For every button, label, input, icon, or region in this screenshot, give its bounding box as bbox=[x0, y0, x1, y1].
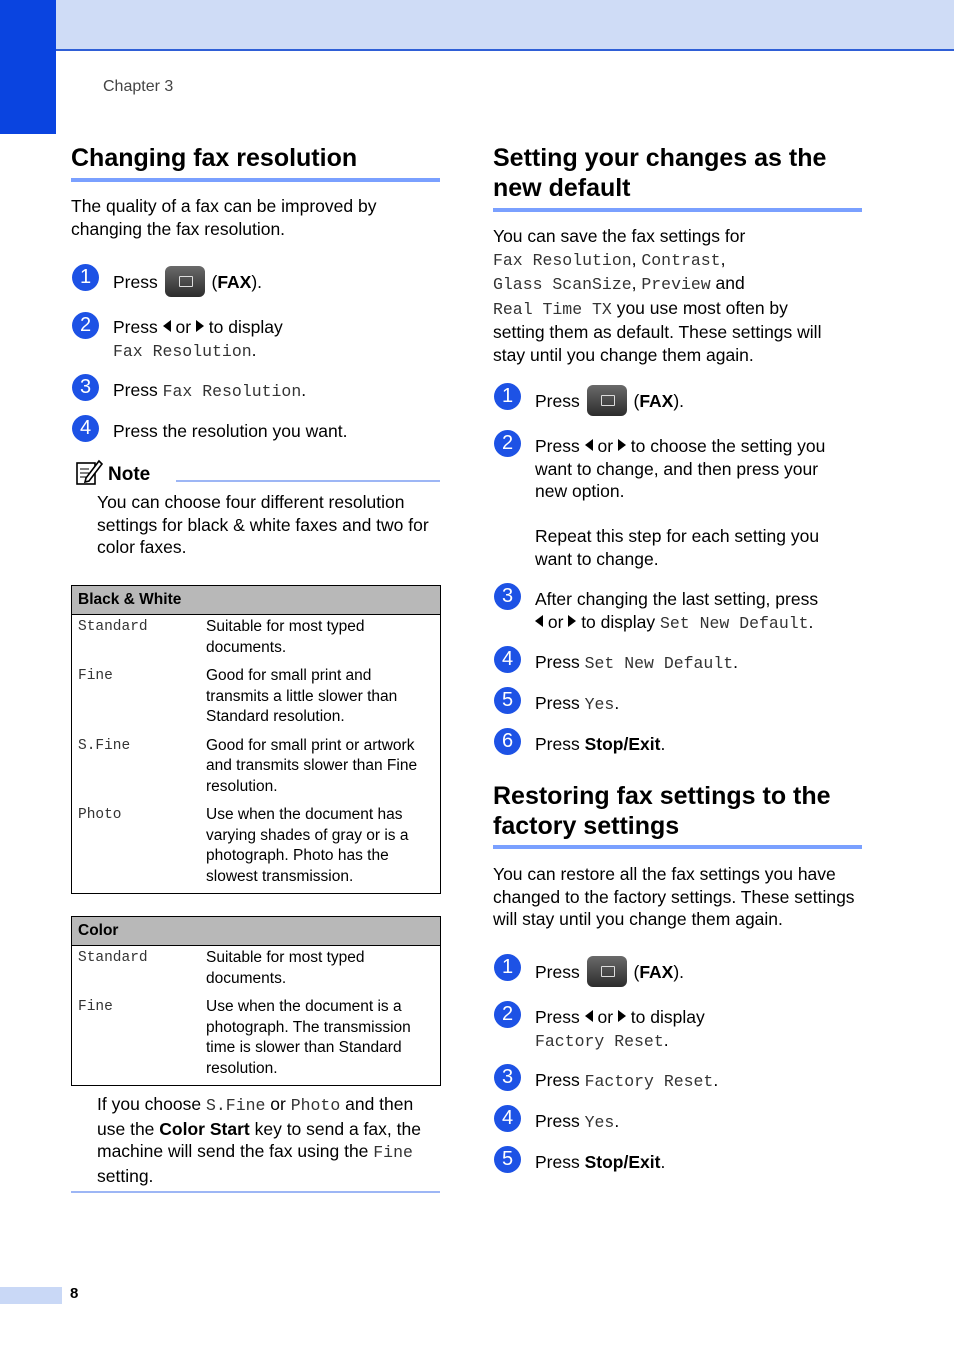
intro-text: The quality of a fax can be improved by changing the fax resolution. bbox=[71, 196, 377, 239]
step-text: to display bbox=[208, 317, 283, 337]
step-number: 4 bbox=[494, 1105, 521, 1132]
right-arrow-icon bbox=[568, 615, 576, 627]
left-arrow-icon bbox=[585, 439, 593, 451]
step-number: 1 bbox=[72, 264, 99, 291]
desc-cell: Good for small print and transmits a little slower than Standard resolution. bbox=[206, 667, 398, 725]
note-label: Note bbox=[108, 464, 151, 485]
table-row bbox=[72, 946, 441, 996]
right-arrow-icon bbox=[196, 320, 204, 332]
desc-cell: Suitable for most typed documents. bbox=[206, 949, 365, 987]
title-rule bbox=[71, 178, 440, 182]
section-title-restore: Restoring fax settings to the factory settings bbox=[493, 782, 831, 840]
step-number: 2 bbox=[72, 312, 99, 339]
chapter-tab bbox=[0, 0, 56, 134]
table-header: Black & White bbox=[72, 586, 441, 615]
note-text: You can choose four different resolution settings for black & white faxes and two for color faxes. bbox=[97, 492, 429, 557]
note-end-rule bbox=[71, 1191, 440, 1193]
step-number: 3 bbox=[494, 583, 521, 610]
step-number: 3 bbox=[72, 374, 99, 401]
step-number: 4 bbox=[494, 646, 521, 673]
title-rule bbox=[493, 208, 862, 212]
desc-cell: Good for small print or artwork and transmits slower than Fine resolution. bbox=[206, 736, 418, 795]
table-row bbox=[72, 615, 441, 665]
menu-item: Fax Resolution bbox=[162, 382, 302, 401]
step-number: 1 bbox=[494, 383, 521, 410]
header-band bbox=[0, 0, 954, 51]
step-text: Press bbox=[113, 317, 158, 337]
step-number: 3 bbox=[494, 1064, 521, 1091]
step-number: 4 bbox=[72, 415, 99, 442]
mode-cell: Fine bbox=[78, 668, 113, 684]
menu-item: Fax Resolution bbox=[113, 342, 252, 361]
note-rule bbox=[176, 480, 440, 482]
right-arrow-icon bbox=[618, 1010, 626, 1022]
default-intro: You can save the fax settings for Fax Resolution, Contrast, Glass ScanSize, Preview and Real Time TX you use most often by setting them as default. These settings will stay until you change them again. bbox=[493, 226, 822, 365]
fax-key-icon bbox=[165, 266, 205, 297]
key-label: FAX bbox=[217, 272, 252, 293]
color-resolution-table bbox=[71, 916, 441, 1086]
left-arrow-icon bbox=[163, 320, 171, 332]
title-rule bbox=[493, 845, 862, 849]
note-pencil-icon bbox=[75, 458, 103, 486]
step-text: Press bbox=[113, 380, 158, 400]
mode-cell: S.Fine bbox=[78, 737, 131, 754]
mode-cell: Photo bbox=[78, 807, 122, 823]
section-title-resolution: Changing fax resolution bbox=[71, 144, 358, 172]
fax-key-icon bbox=[587, 956, 627, 987]
color-footnote: If you choose S.Fine or Photo and then use the Color Start key to send a fax, the machine will send the fax using the Fine setting. bbox=[97, 1094, 421, 1186]
table-row bbox=[72, 995, 441, 1086]
left-arrow-icon bbox=[585, 1010, 593, 1022]
table-row bbox=[72, 734, 441, 804]
step-number: 2 bbox=[494, 430, 521, 457]
mode-cell: Standard bbox=[78, 950, 148, 966]
step-number: 1 bbox=[494, 954, 521, 981]
step-number: 5 bbox=[494, 687, 521, 714]
table-header: Color bbox=[72, 917, 441, 946]
restore-intro: You can restore all the fax settings you have changed to the factory settings. These settings will stay until you change them again. bbox=[493, 864, 855, 929]
mode-cell: Standard bbox=[78, 619, 148, 635]
table-row bbox=[72, 664, 441, 734]
fax-key-icon bbox=[587, 385, 627, 416]
mode-cell: Fine bbox=[78, 999, 113, 1015]
left-arrow-icon bbox=[535, 615, 543, 627]
step-number: 2 bbox=[494, 1001, 521, 1028]
chapter-label: Chapter 3 bbox=[103, 78, 174, 95]
step-text: Press the resolution you want. bbox=[113, 421, 348, 441]
right-arrow-icon bbox=[618, 439, 626, 451]
step-text: Press bbox=[113, 272, 158, 293]
table-row bbox=[72, 803, 441, 894]
section-title-default: Setting your changes as the new default bbox=[493, 144, 827, 202]
footer-band bbox=[0, 1287, 62, 1304]
step-text: or bbox=[175, 317, 192, 337]
page-number: 8 bbox=[70, 1285, 79, 1302]
desc-cell: Suitable for most typed documents. bbox=[206, 618, 365, 656]
step-number: 5 bbox=[494, 1146, 521, 1173]
desc-cell: Use when the document is a photograph. The transmission time is slower than Standard resolution. bbox=[206, 998, 411, 1077]
step-number: 6 bbox=[494, 728, 521, 755]
desc-cell: Use when the document has varying shades of gray or is a photograph. Photo has the slowest transmission. bbox=[206, 806, 409, 885]
bw-resolution-table bbox=[71, 585, 441, 894]
